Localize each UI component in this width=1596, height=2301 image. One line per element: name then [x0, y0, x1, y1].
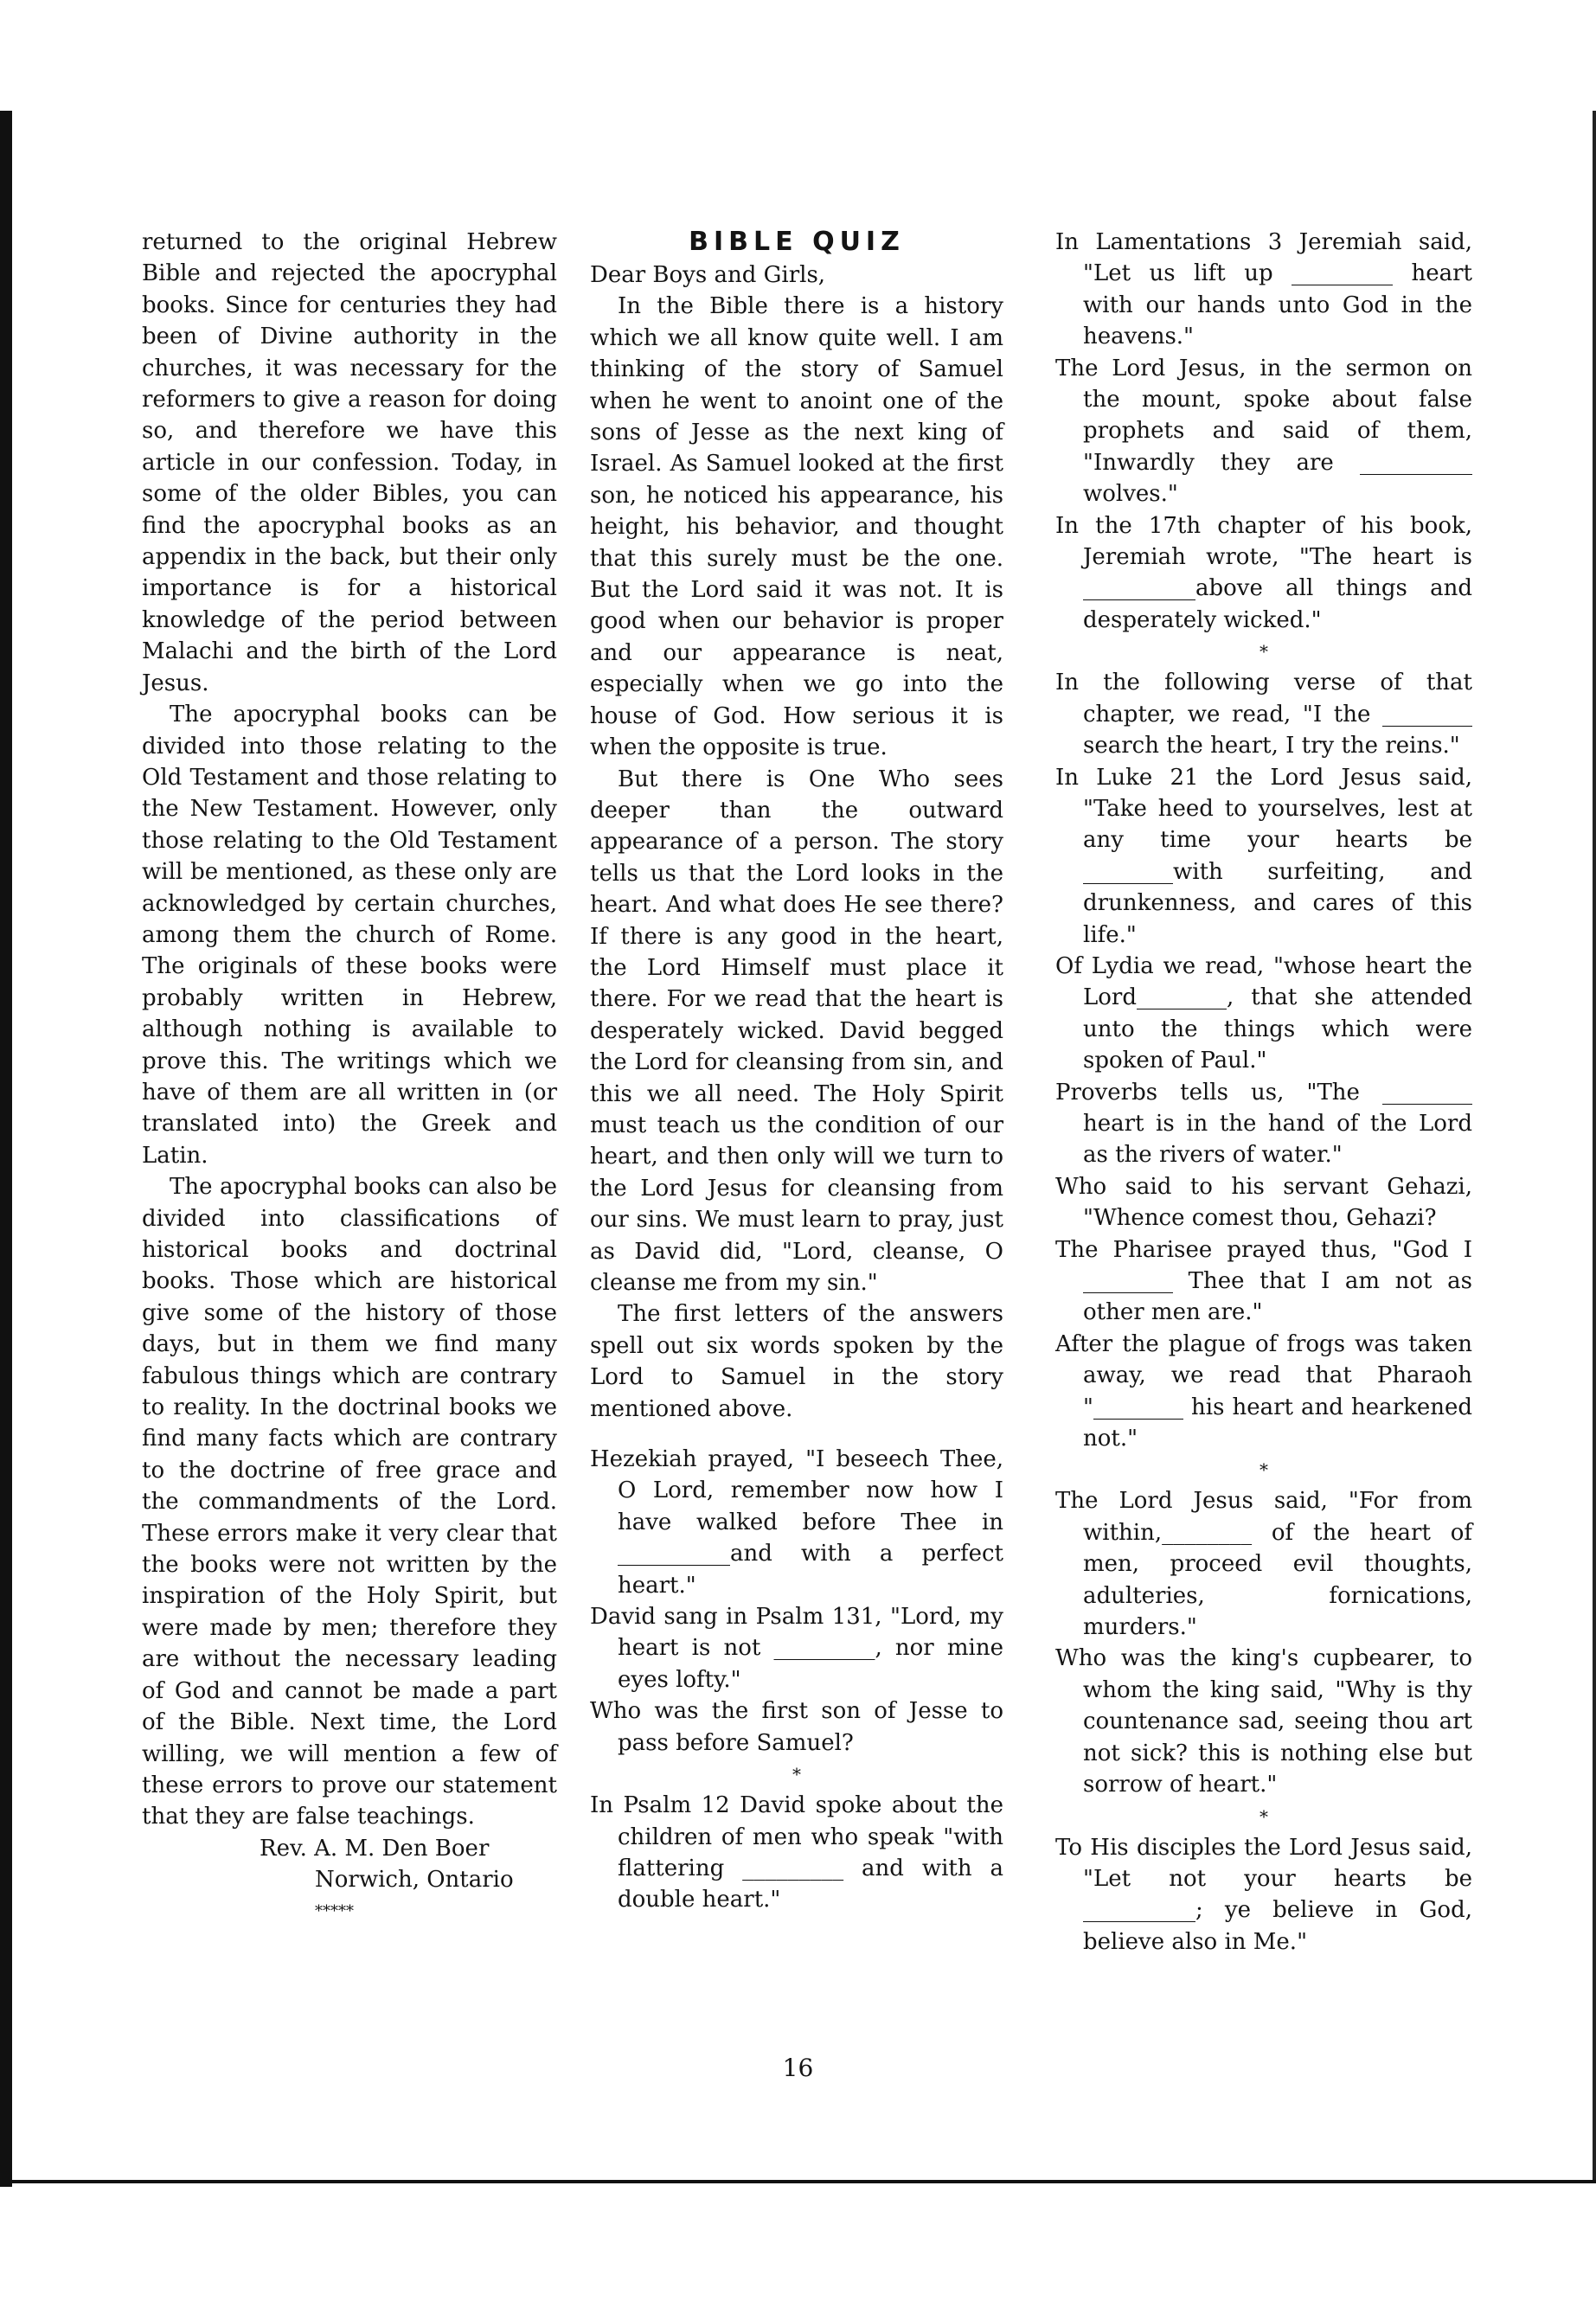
quiz-intro-paragraph: The first letters of the answers spell out six words spoken by the Lord to Samuel in the story mentioned above.	[590, 1301, 1003, 1422]
quiz-question: In Lamentations 3 Jeremiah said, "Let us lift up _________ heart with our hands unto God in the heavens."	[1055, 229, 1472, 350]
separator-star: *	[1259, 1459, 1268, 1481]
quiz-intro-paragraph: In the Bible there is a history which we all know quite well. I am thinking of the story of Samuel when he went to anoint one of the sons of Jesse as the next king of Israel. As Samuel looked at the first son, he noticed his appearance, his height, his behavior, and thought that this surely must be the one. But the Lord said it was not. It is good when our behavior is proper and our appearance is neat, especially when we go into the house of God. How serious it is when the opposite is true.	[590, 293, 1003, 761]
quiz-question: In the 17th chapter of his book, Jeremiah wrote, "The heart is __________above all things and desperately wicked."	[1055, 512, 1472, 633]
quiz-question: In Luke 21 the Lord Jesus said, "Take heed to yourselves, lest at any time your hearts be ________with surfeiting, and drunkenness, and cares of this life."	[1055, 764, 1472, 948]
quiz-question: Who was the first son of Jesse to pass before Samuel?	[590, 1698, 1003, 1756]
section-end-stars: *****	[315, 1901, 354, 1920]
scan-right-edge	[1593, 111, 1596, 2183]
quiz-question: Hezekiah prayed, "I beseech Thee, O Lord, remember now how I have walked before Thee in __________and with a perfect heart."	[590, 1446, 1003, 1599]
quiz-column-1	[590, 227, 1003, 1916]
quiz-question: Proverbs tells us, "The ________ heart is in the hand of the Lord as the rivers of water."	[1055, 1079, 1472, 1169]
quiz-question: In the following verse of that chapter, we read, "I the ________ search the heart, I try the reins."	[1055, 670, 1472, 760]
quiz-question: To His disciples the Lord Jesus said, "Let not your hearts be __________; ye believe in God, believe also in Me."	[1055, 1834, 1472, 1955]
scan-left-edge	[0, 111, 12, 2187]
page-number: 16	[782, 2054, 814, 2082]
author-location: Norwich, Ontario	[315, 1867, 514, 1894]
article-paragraph: The apocryphal books can also be divided into classifications of historical books and doctrinal books. Those which are historical give some of the history of those days, but in them we find many fabulous things which are contrary to reality. In the doctrinal books we find many facts which are contrary to the doctrine of free grace and the commandments of the Lord. These errors make it very clear that the books were not written by the inspiration of the Holy Spirit, but were made by men; therefore they are without the necessary leading of God and cannot be made a part of the Bible. Next time, the Lord willing, we will mention a few of these errors to prove our statement that they are false teachings.	[142, 1174, 557, 1830]
article-paragraph: returned to the original Hebrew Bible and rejected the apocryphal books. Since for centuries they had been of Divine authority in the churches, it was necessary for the reformers to give a reason for doing so, and therefore we have this article in our confession. Today, in some of the older Bibles, you can find the apocryphal books as an appendix in the back, but their only importance is for a historical knowledge of the period between Malachi and the birth of the Lord Jesus.	[142, 229, 557, 696]
quiz-question: The Lord Jesus said, "For from within,________ of the heart of men, proceed evil thoughts, adulteries, fornications, murders."	[1055, 1488, 1472, 1641]
article-column	[142, 227, 557, 1927]
quiz-question: The Lord Jesus, in the sermon on the mount, spoke about false prophets and said of them, "Inwardly they are __________ wolves."	[1055, 355, 1472, 508]
separator-star: *	[792, 1764, 801, 1785]
quiz-question: After the plague of frogs was taken away, we read that Pharaoh "________ his heart and hearkened not."	[1055, 1330, 1472, 1452]
quiz-question: Who said to his servant Gehazi, "Whence comest thou, Gehazi?	[1055, 1173, 1472, 1232]
separator-star: *	[1259, 641, 1268, 663]
article-paragraph: The apocryphal books can be divided into those relating to the Old Testament and those relating to the New Testament. However, only those relating to the Old Testament will be mentioned, as these only are acknowledged by certain churches, among them the church of Rome. The originals of these books were probably written in Hebrew, although nothing is available to prove this. The writings which we have of them are all written in (or translated into) the Greek and Latin.	[142, 702, 557, 1169]
separator-star: *	[1259, 1805, 1268, 1827]
quiz-question: Who was the king's cupbearer, to whom the king said, "Why is thy countenance sad, seeing thou art not sick? this is nothing else but sorrow of heart."	[1055, 1645, 1472, 1798]
article-signature	[142, 1833, 557, 1927]
scan-top-margin	[0, 0, 1596, 111]
quiz-column-2	[1055, 227, 1472, 1958]
scan-bottom-edge	[0, 2180, 1596, 2183]
author-name: Rev. A. M. Den Boer	[260, 1835, 490, 1862]
quiz-intro-paragraph: But there is One Who sees deeper than the outward appearance of a person. The story tells us that the Lord looks in the heart. And what does He see there? If there is any good in the heart, the Lord Himself must place it there. For we read that the heart is desperately wicked. David begged the Lord for cleansing from sin, and this we all need. The Holy Spirit must teach us the condition of our heart, and then only will we turn to the Lord Jesus for cleansing from our sins. We must learn to pray, just as David did, "Lord, cleanse, O cleanse me from my sin."	[590, 766, 1003, 1296]
quiz-question: Of Lydia we read, "whose heart the Lord________, that she attended unto the things which were spoken of Paul."	[1055, 952, 1472, 1074]
quiz-question: David sang in Psalm 131, "Lord, my heart is not _________, nor mine eyes lofty."	[590, 1604, 1003, 1693]
quiz-title: BIBLE QUIZ	[689, 227, 905, 257]
quiz-question: In Psalm 12 David spoke about the children of men who speak "with flattering _________ and with a double heart."	[590, 1792, 1003, 1913]
quiz-salutation: Dear Boys and Girls,	[590, 262, 826, 288]
quiz-question: The Pharisee prayed thus, "God I ________ Thee that I am not as other men are."	[1055, 1236, 1472, 1326]
